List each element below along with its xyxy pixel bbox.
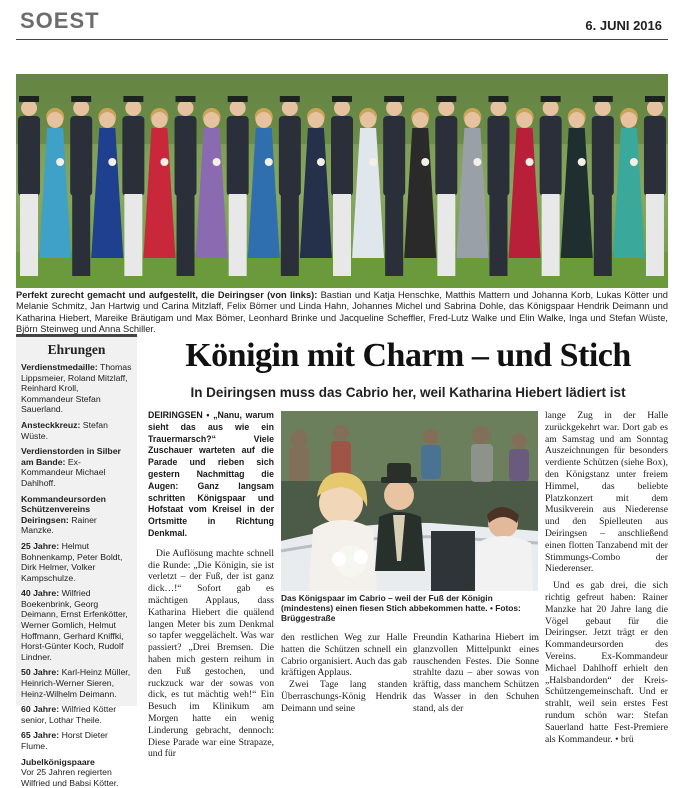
article-column-1 [148,410,274,760]
article-headline: Königin mit Charm – und Stich [185,337,631,374]
photo-figure-man [122,96,144,276]
honor-label: 50 Jahre: [21,667,60,678]
paragraph: Freundin Katharina Hiebert im glanzvollen Mittelpunkt eines rauschenden Festes. Die Sonne strahlte dazu – aber sowas von kräftig, dass manchem Schützen das Wasser in den Schuhen stand, als der [413,632,539,714]
honor-entry [21,494,132,536]
cabrio-photo-illustration [281,411,538,591]
honor-entry [21,541,132,583]
honor-entry [21,757,132,788]
paragraph: Zwei Tage lang standen Überraschungs-König Hendrik Deimann und seine [281,679,407,714]
photo-figure-man [592,96,614,276]
photo-figure-man [227,96,249,276]
caption-text: Bastian und Katja Henschke, Matthis Mattern und Johanna Korb, Lukas Kötter und Melanie Schmitz, Jan Hartwig und Carina Mitzlaff, Felix Bömer und Linda Hahn, Johannes Michel und Sabrina Dohle, das Königspaar Hendrik Deimann und Katharina Hiebert, Mareike Bräutigam und Max Bömer, Leonhard Brinke und Jacqueline Scheffler, Fred-Lutz Walke und Elin Walke, Inga und Stefan Wüste, Björn Steinweg und Anna Schiller. [16,290,668,335]
group-photo [16,74,668,288]
honor-text: Wilfried Boekenbrink, Georg Deimann, Ernst Erfenkötter, Werner Gomlich, Helmut Hoffmann, Gerhard Kniffki, Horst-Günter Koch, Rudolf Lindner. [21,588,128,662]
paragraph: den restlichen Weg zur Halle hatten die Schützen schnell ein Cabrio organisiert. Auch das gab kräftigen Applaus. [281,632,407,679]
dateline: DEIRINGSEN • [148,410,210,420]
caption-lead: Perfekt zurecht gemacht und aufgestellt, die Deiringser (von links): [16,290,318,300]
honor-label: Verdienstmedaille: [21,362,98,372]
honor-label: Jubelkönigspaare [21,756,95,767]
photo-figure-man [435,96,457,276]
photo-figure-man [18,96,40,276]
honor-label: 25 Jahre: [21,540,60,551]
honor-text: Karl-Heinz Müller, Heinrich-Werner Sieren, Heinz-Wilhelm Deimann. [21,667,131,699]
honors-list [21,362,132,788]
honor-label: 65 Jahre: [21,730,60,741]
honor-text: Vor 25 Jahren regierten Wilfried und Babsi Kötter. [21,767,119,788]
photo-figure-man [644,96,666,276]
photo-figure-man [175,96,197,276]
group-photo-caption [16,290,668,336]
lead-text: „Nanu, warum sieht das aus wie ein Trauermarsch?“ Viele Zuschauer warteten auf die Parade und rieben sich gestern Nachmittag die Augen: Ganz langsam schritten Königspaar und Hofstaat vom Kreisel in der Ortsmitte in Richtung Denkmal. [148,410,274,538]
photo-figure-man [331,96,353,276]
honor-text: Horst Dieter Flume. [21,730,108,751]
cabrio-photo [281,411,538,591]
issue-date: 6. JUNI 2016 [585,18,662,33]
photo-figure-man [279,96,301,276]
paragraph: Und es gab drei, die sich richtig gefreut haben: Rainer Manzke hat 20 Jahre lang die Vögel gebaut für die Deiringser. Jetzt trägt er den Kommandeursorden des Vereins. Ex-Kommandeur Michael Dahlhoff erhielt den „Halsbandorden“ der Kreis-Schützengemeinschaft. Und er strahlt, weil sein erstes Fest rundum schön war: Stefan Sauerland hatte Fest-Premiere als Kommandeur. • brü [545,580,668,745]
article-column-3 [413,632,539,715]
cabrio-photo-caption: Das Königspaar im Cabrio – weil der Fuß der Königin (mindestens) einen fiesen Stich abbekommen hatte. • Fotos: Brüggestraße [281,593,521,624]
honors-title: Ehrungen [47,342,106,357]
article-column-4 [545,410,668,745]
honor-text: Thomas Lippsmeier, Roland Mitzlaff, Reinhard Kroll, Kommandeur Stefan Sauerland. [21,362,132,415]
honor-text: Helmut Bohnenkamp, Peter Boldt, Dirk Helmer, Volker Kampschulze. [21,540,123,583]
honor-entry [21,362,132,415]
article-lead [148,410,274,540]
paragraph: Die Auflösung machte schnell die Runde: „Die Königin, sie ist verletzt – der Fuß, der ist ganz dick…!“ Sofort gab es mächtigen Applaus, dass Katharina Hiebert die quälend langen Meter bis zum Denkmal so tapfer weggelächelt. Was war passiert? „Drei Bremsen. Die haben mich gestern reihum in den Fuß gestochen, und ruckzuck war der sowas von dick, es tut mächtig weh!“ Ein Besuch im Klinikum am Morgen hatte ein wenig Linderung gebracht, dennoch: Diese Parade war eine Strapaze, und für [148,547,274,760]
photo-figure-man [487,96,509,276]
honor-label: Ansteckkreuz: [21,419,81,430]
honor-entry [21,420,132,441]
honor-label: 40 Jahre: [21,588,60,599]
honor-entry [21,704,132,725]
honor-text: Ex-Kommandeur Michael Dahlhoff. [21,456,106,488]
group-photo-illustration [16,74,668,288]
honor-entry [21,667,132,699]
honor-entry [21,446,132,488]
article-subheadline: In Deiringsen muss das Cabrio her, weil Katharina Hiebert lädiert ist [190,385,626,400]
photo-figure-man [70,96,92,276]
honor-text: Rainer Manzke. [21,514,97,536]
honor-label: 60 Jahre: [21,704,60,715]
photo-figure-man [540,96,562,276]
honors-box [16,334,137,788]
paragraph: lange Zug in der Halle zurückgekehrt war. Dort gab es am Samstag und am Sonntag Auszeichnungen für besonders verdiente Schützen (siehe Box), den Königstanz unter freiem Himmel, das beliebte Platzkonzert mit dem Musikverein aus Niederense und den Spielleuten aus Deiringsen – anschließend einen flotten Tanzabend mit der Stimmungs-Combo der Niederenser. [545,410,668,575]
honor-label: Kommandeursorden Schützenvereins Deiringsen: [21,493,106,525]
article-column-2 [281,632,407,715]
honor-label: Verdienstorden in Silber am Bande: [21,446,121,467]
masthead [16,6,668,40]
honor-entry [21,588,132,662]
photo-figure-man [383,96,405,276]
honor-text: Wilfried Kötter senior, Lothar Theile. [21,704,117,725]
section-name: SOEST [20,8,100,33]
honor-text: Stefan Wüste. [21,419,108,441]
honor-entry [21,730,132,751]
